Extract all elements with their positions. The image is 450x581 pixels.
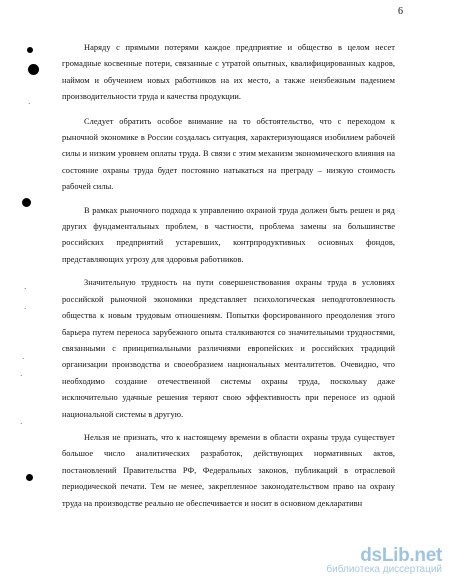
paragraph: Нельзя не признать, что к настоящему времени в области охраны труда существует большое число аналитических разработок, действующих нормативных актов, постановлений Правительства РФ, Федеральных законов, публикаций в отраслевой периодической печати. Тем не менее, закрепленное законодательством право на охрану труда на производстве реально не обеспечивается и носит в основном декларативн (62, 432, 395, 508)
body-text (62, 40, 395, 519)
scan-dot (27, 47, 33, 53)
paragraph: Наряду с прямыми потерями каждое предприятие и общество в целом несет громадные косвенные потери, связанные с утратой опытных, квалифицированных кадров, наймом и обучением новых работников на их место, а также неизбежным падением производительности труда и качества продукции. (62, 43, 395, 102)
page-number: 6 (398, 6, 403, 17)
paragraph: Следует обратить особое внимание на то обстоятельство, что с переходом к рыночной экономике в России создалась ситуация, характеризующаяся изобилием рабочей силы и низким уровнем оплаты труда. В связи с этим механизм экономического влияния на состояние охраны труда будет постоянно натыкаться на преграду – низкую стоимость рабочей силы. (62, 116, 395, 192)
scan-mark: · (20, 420, 23, 428)
scan-dot (22, 198, 31, 207)
scan-dot (26, 474, 33, 481)
scan-mark: · (24, 305, 27, 313)
scan-mark: · (20, 372, 23, 380)
scan-mark: · (22, 355, 25, 363)
scan-mark: · (28, 100, 31, 108)
paragraph: В рамках рыночного подхода к управлению охраной труда должен быть решен и ряд других фундаментальных проблем, в частности, проблема замены на большинстве российских предприятий устаревших, контрпродуктивных основных фондов, представляющих угрозу для здоровья работников. (62, 205, 395, 264)
dslib-caption: библиотека диссертаций (326, 564, 442, 575)
scan-mark: · (24, 285, 27, 293)
scan-dot (28, 64, 39, 75)
dslib-logo: dsLib.net (360, 545, 442, 566)
paragraph: Значительную трудность на пути совершенствования охраны труда в условиях российской рыночной экономики представляет психологическая неподготовленность общества к новым трудовым отношениям. Попытки форсированного преодоления этого барьера путем переноса зарубежного опыта сталкиваются со значительными трудностями, связанными с принципиальными различиями европейских и российских традиций организации производства и своеобразием национальных менталитетов. Очевидно, что необходимо создание отечественной системы охраны труда, поскольку даже исключительно удачные решения теряют свою эффективность при переносе из одной национальной системы в другую. (62, 278, 395, 419)
dslib-watermark (326, 545, 442, 575)
